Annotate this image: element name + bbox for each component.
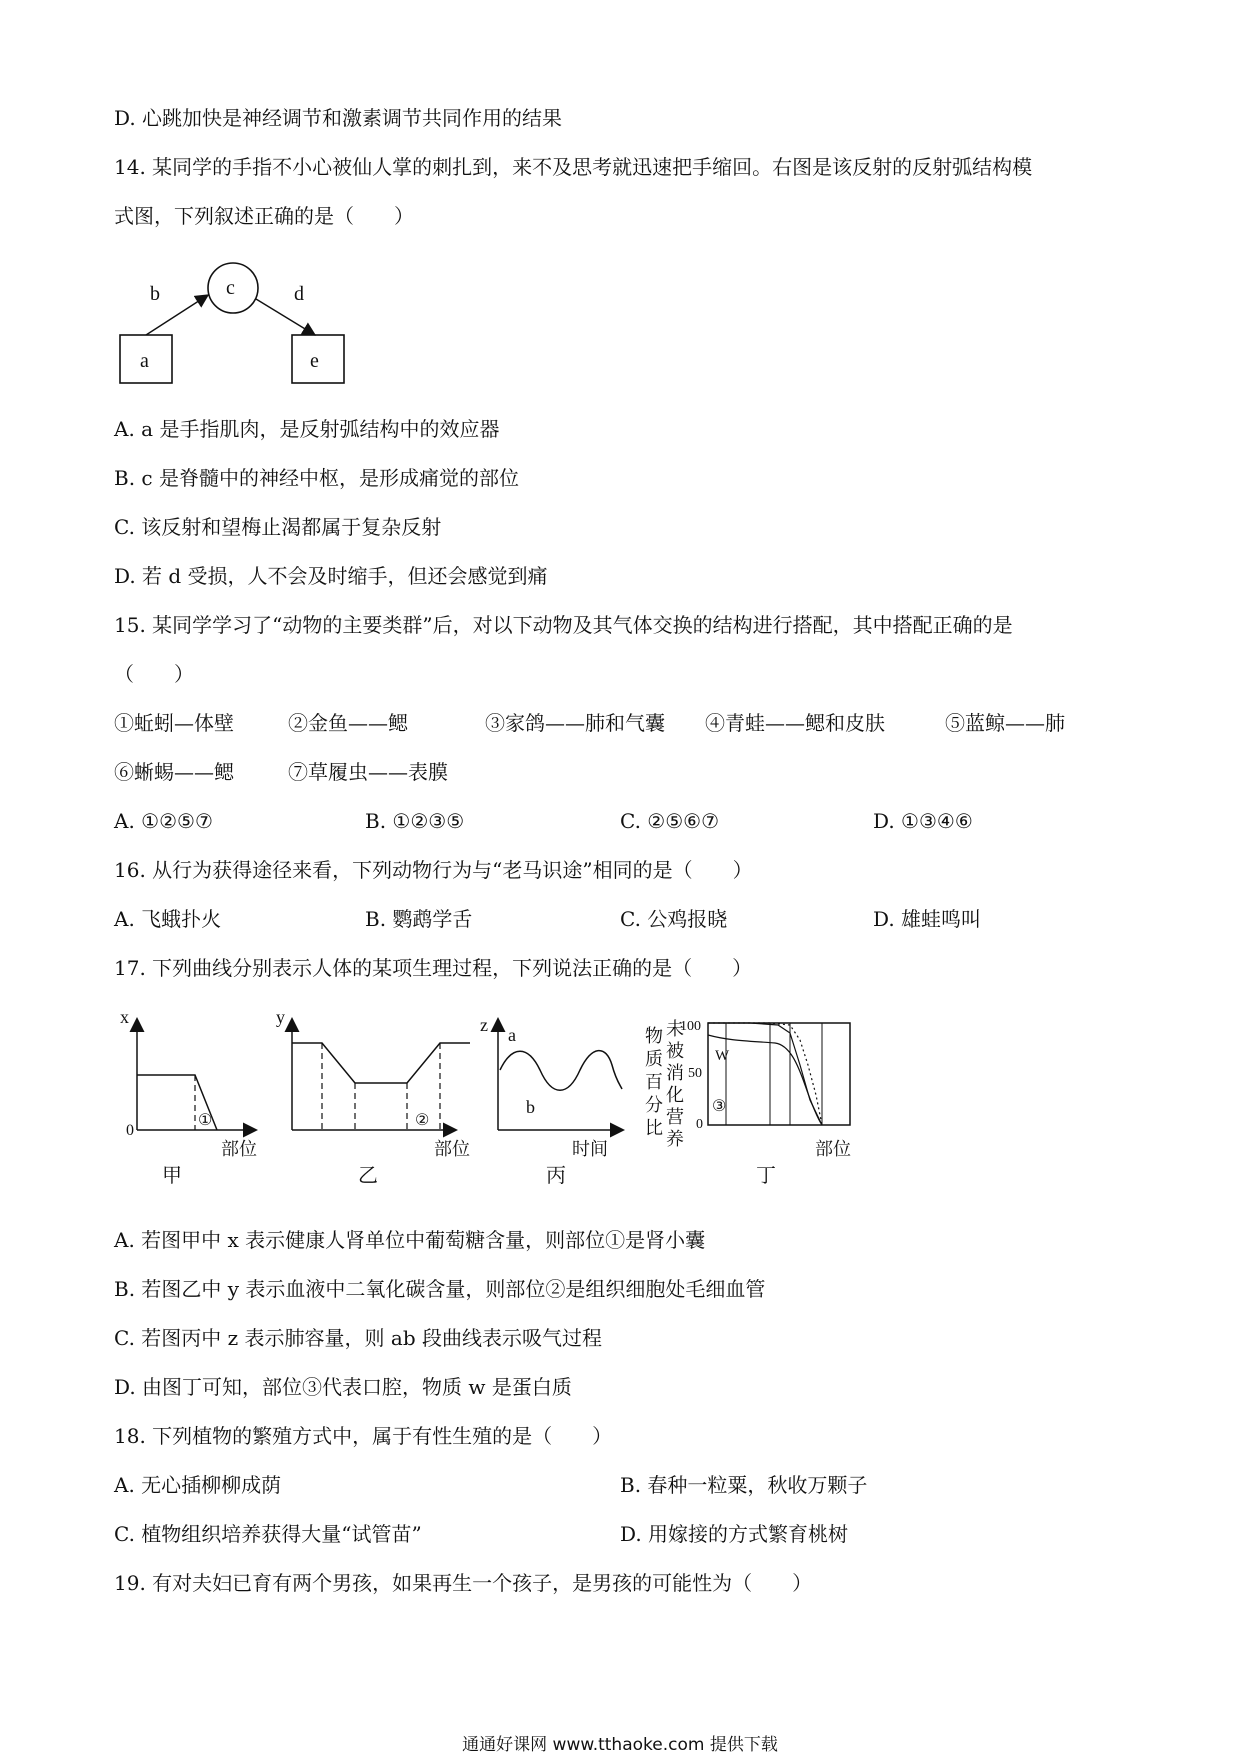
q14-option-a: A. a 是手指肌肉，是反射弧结构中的效应器 [114, 417, 500, 441]
q15-pair-3: ③家鸽——肺和气囊 [485, 711, 665, 735]
q16-option-d: D. 雄蛙鸣叫 [873, 907, 982, 931]
q15-pair-2: ②金鱼——鳃 [288, 711, 408, 735]
ding-xlabel: 部位 [815, 1139, 851, 1160]
q18-option-c: C. 植物组织培养获得大量“试管苗” [114, 1522, 422, 1546]
q17-option-c: C. 若图丙中 z 表示肺容量，则 ab 段曲线表示吸气过程 [114, 1326, 602, 1350]
bing-curve [500, 1051, 622, 1091]
q18-option-b: B. 春种一粒粟，秋收万颗子 [620, 1473, 868, 1497]
q14-stem-line1: 14. 某同学的手指不小心被仙人掌的刺扎到，来不及思考就迅速把手缩回。右图是该反射的反射弧结构模 [114, 155, 1033, 179]
jia-ylabel: x [120, 1007, 129, 1027]
q15-pair-1: ①蚯蚓—体壁 [114, 711, 234, 735]
bing-ylabel: z [480, 1015, 488, 1035]
q18-option-a: A. 无心插柳柳成荫 [114, 1473, 282, 1497]
q15-option-a: A. ①②⑤⑦ [114, 809, 213, 833]
node-a-label: a [140, 350, 149, 372]
jia-caption: 甲 [162, 1163, 182, 1187]
ding-tick-100: 100 [680, 1019, 701, 1034]
page-footer: 通通好课网 www.tthaoke.com 提供下载 [462, 1735, 778, 1755]
yi-mark: ② [415, 1112, 430, 1129]
graph-ding [645, 1019, 851, 1187]
ding-tick-50: 50 [688, 1066, 702, 1081]
svg-text:物: 物 [645, 1026, 663, 1046]
svg-text:百: 百 [645, 1072, 663, 1092]
svg-text:消: 消 [666, 1063, 684, 1083]
jia-mark: ① [198, 1112, 213, 1129]
reflex-arc-diagram [110, 255, 370, 395]
bing-xlabel: 时间 [572, 1139, 608, 1160]
q16-option-c: C. 公鸡报晓 [620, 907, 728, 931]
q16-option-b: B. 鹦鹉学舌 [365, 907, 473, 931]
ding-caption: 丁 [756, 1163, 776, 1187]
svg-text:被: 被 [666, 1041, 684, 1061]
q17-graphs [110, 1005, 970, 1195]
yi-caption: 乙 [358, 1163, 378, 1187]
q17-stem: 17. 下列曲线分别表示人体的某项生理过程，下列说法正确的是（ ） [114, 956, 753, 980]
graph-yi [276, 1007, 470, 1187]
q13-option-d: D. 心跳加快是神经调节和激素调节共同作用的结果 [114, 106, 563, 130]
q15-pair-4: ④青蛙——鳃和皮肤 [705, 711, 885, 735]
svg-text:未: 未 [666, 1019, 684, 1039]
svg-text:比: 比 [645, 1118, 663, 1138]
q15-option-b: B. ①②③⑤ [365, 809, 465, 833]
graph-bing [480, 1015, 622, 1187]
node-c-label: c [226, 277, 235, 299]
bing-b: b [526, 1097, 535, 1117]
q18-option-d: D. 用嫁接的方式繁育桃树 [620, 1522, 849, 1546]
jia-xlabel: 部位 [221, 1139, 257, 1160]
q15-stem-line1: 15. 某同学学习了“动物的主要类群”后，对以下动物及其气体交换的结构进行搭配，其中搭配正确的是 [114, 613, 1013, 637]
node-e-label: e [310, 350, 319, 372]
graph-jia [120, 1007, 257, 1187]
arrow-d [256, 299, 315, 335]
svg-text:营: 营 [666, 1107, 684, 1127]
svg-text:化: 化 [666, 1085, 684, 1105]
q15-pair-5: ⑤蓝鲸——肺 [945, 711, 1065, 735]
q17-option-a: A. 若图甲中 x 表示健康人肾单位中葡萄糖含量，则部位①是肾小囊 [114, 1228, 706, 1252]
q16-stem: 16. 从行为获得途径来看，下列动物行为与“老马识途”相同的是（ ） [114, 858, 753, 882]
q17-option-b: B. 若图乙中 y 表示血液中二氧化碳含量，则部位②是组织细胞处毛细血管 [114, 1277, 766, 1301]
q14-option-b: B. c 是脊髓中的神经中枢，是形成痛觉的部位 [114, 466, 519, 490]
q19-stem: 19. 有对夫妇已育有两个男孩，如果再生一个孩子，是男孩的可能性为（ ） [114, 1571, 813, 1595]
ding-w-label: W [715, 1048, 730, 1064]
q14-option-d: D. 若 d 受损，人不会及时缩手，但还会感觉到痛 [114, 564, 548, 588]
yi-xlabel: 部位 [434, 1139, 470, 1160]
jia-origin: 0 [126, 1122, 134, 1139]
q15-pair-7: ⑦草履虫——表膜 [288, 760, 448, 784]
q15-option-d: D. ①③④⑥ [873, 809, 973, 833]
ding-tick-0: 0 [696, 1117, 703, 1132]
arrow-b-label: b [150, 283, 160, 305]
q15-stem-line2: （ ） [114, 662, 194, 686]
svg-text:分: 分 [645, 1095, 663, 1115]
q17-option-d: D. 由图丁可知，部位③代表口腔，物质 w 是蛋白质 [114, 1375, 572, 1399]
q18-stem: 18. 下列植物的繁殖方式中，属于有性生殖的是（ ） [114, 1424, 613, 1448]
bing-a: a [508, 1025, 516, 1045]
ding-ylabel [645, 1019, 684, 1149]
q14-option-c: C. 该反射和望梅止渴都属于复杂反射 [114, 515, 442, 539]
q15-option-c: C. ②⑤⑥⑦ [620, 809, 720, 833]
ding-mark: ③ [712, 1098, 727, 1115]
svg-text:养: 养 [666, 1129, 684, 1149]
svg-text:质: 质 [645, 1049, 663, 1069]
yi-curve [292, 1043, 470, 1083]
bing-caption: 丙 [546, 1163, 566, 1187]
q16-option-a: A. 飞蛾扑火 [114, 907, 222, 931]
arrow-d-label: d [294, 283, 304, 305]
q14-stem-line2: 式图，下列叙述正确的是（ ） [114, 204, 414, 228]
yi-ylabel: y [276, 1007, 285, 1027]
q15-pair-6: ⑥蜥蜴——鳃 [114, 760, 234, 784]
